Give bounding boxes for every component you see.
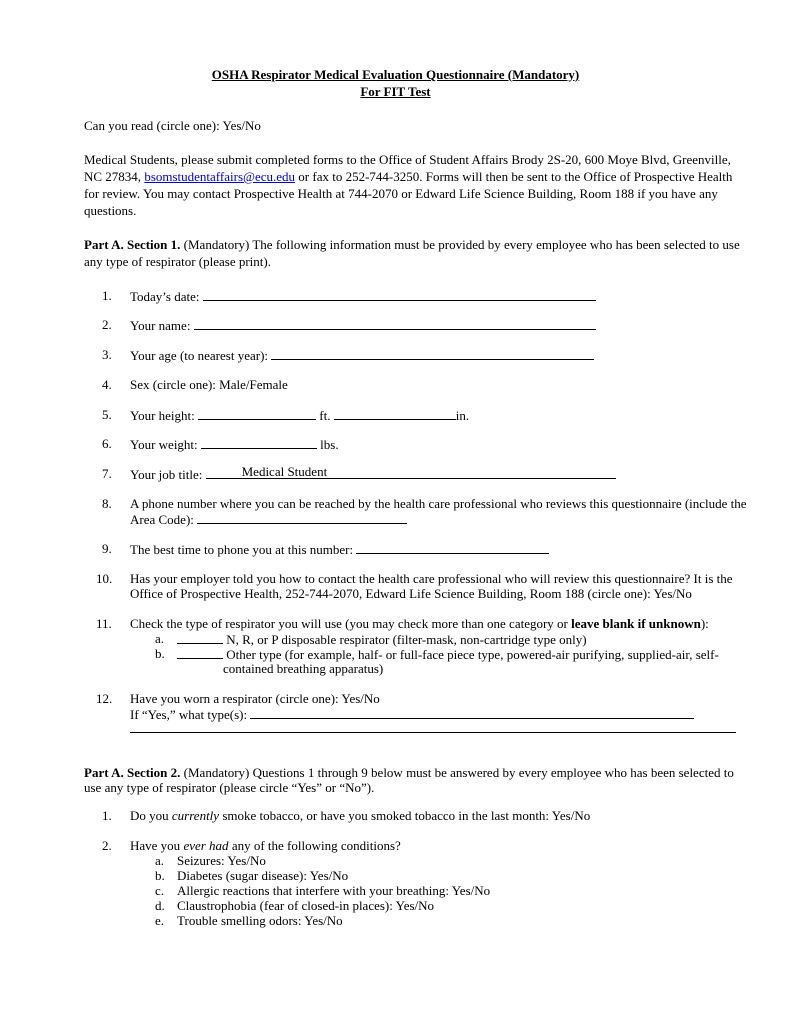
height-inches-unit: in. — [455, 408, 470, 423]
item-10-number: 10. — [96, 571, 113, 586]
item-contact-line-2: Office of Prospective Health, 252-744-2070, Edward Life Science Building, Room 188 (circle one): Yes/No — [130, 586, 692, 601]
other-respirator-check-field[interactable] — [177, 646, 223, 659]
instructions-line-2-post: or fax to 252-744-3250. Forms will then be sent to the Office of Prospective Health — [295, 169, 733, 184]
section1-intro-line-2: any type of respirator (please print). — [84, 254, 271, 269]
s2-q2c-letter: c. — [155, 883, 165, 898]
item-respirator-type — [130, 616, 709, 631]
section1-intro-text: (Mandatory) The following information must be provided by every employee who has been selected to use — [180, 237, 740, 252]
item-respirator-type-bold: leave blank if unknown — [571, 616, 701, 631]
item-phone-line-1: A phone number where you can be reached by the health care professional who reviews this questionnaire (include the — [130, 496, 747, 511]
s2-q2-em: ever had — [183, 838, 229, 853]
your-age-field[interactable] — [271, 347, 594, 360]
item-your-age-label: Your age (to nearest year): — [130, 348, 272, 363]
item-11-number: 11. — [96, 616, 112, 631]
document-subtitle: For FIT Test — [360, 84, 431, 99]
section2-intro-text: (Mandatory) Questions 1 through 9 below must be answered by every employee who has been selected to — [180, 765, 734, 780]
job-title-field[interactable] — [206, 466, 616, 479]
item-11b-text-cont: contained breathing apparatus) — [223, 661, 384, 676]
section1-intro — [84, 237, 744, 269]
s2-q2a-letter: a. — [155, 853, 165, 868]
item-12-number: 12. — [96, 691, 113, 706]
item-11b-letter: b. — [155, 646, 165, 661]
s2-q1-pre: Do you — [130, 808, 172, 823]
instructions-line-2-pre: NC 27834, — [84, 169, 145, 184]
s2-q2-pre: Have you — [130, 838, 184, 853]
item-6-number: 6. — [102, 436, 112, 451]
item-weight — [130, 436, 339, 452]
s2-q2d-claustrophobia: Claustrophobia (fear of closed-in places): Yes/No — [177, 898, 435, 913]
respirator-types-extra-line[interactable] — [130, 732, 736, 733]
height-feet-unit: ft. — [316, 408, 334, 423]
height-inches-field[interactable] — [334, 407, 456, 420]
item-phone-line-2 — [130, 511, 750, 527]
item-todays-date-label: Today’s date: — [130, 289, 203, 304]
item-best-time-label: The best time to phone you at this number: — [130, 542, 357, 557]
item-7-number: 7. — [102, 466, 112, 481]
s2-q1-number: 1. — [102, 808, 112, 823]
item-3-number: 3. — [102, 347, 112, 362]
item-height-label: Your height: — [130, 408, 199, 423]
disposable-respirator-check-field[interactable] — [177, 631, 223, 644]
s2-q2-post: any of the following conditions? — [228, 838, 401, 853]
s2-q2b-diabetes: Diabetes (sugar disease): Yes/No — [177, 868, 349, 883]
item-2-number: 2. — [102, 317, 112, 332]
item-phone-number — [130, 496, 750, 527]
section1-heading: Part A. Section 1. — [84, 237, 181, 252]
s2-q2a-seizures: Seizures: Yes/No — [177, 853, 266, 868]
instructions-line-4: questions. — [84, 203, 137, 218]
item-todays-date — [130, 288, 596, 304]
section1-intro-line-1 — [84, 237, 744, 254]
best-time-field[interactable] — [356, 541, 549, 554]
section2-intro-line-2: use any type of respirator (please circle “Yes” or “No”). — [84, 780, 375, 795]
weight-unit: lbs. — [316, 437, 339, 452]
instructions-line-3: for review. You may contact Prospective Health at 744-2070 or Edward Life Science Building, Room 188 if you have any — [84, 186, 718, 201]
item-9-number: 9. — [102, 541, 112, 556]
item-11a-option — [177, 631, 587, 647]
s2-q1-em: currently — [171, 808, 220, 823]
item-11a-text: N, R, or P disposable respirator (filter-mask, non-cartridge type only) — [223, 632, 587, 647]
instructions-paragraph — [84, 152, 744, 220]
s2-q1-smoke-tobacco — [130, 808, 590, 823]
item-job-title — [130, 466, 616, 482]
phone-number-field[interactable] — [197, 511, 407, 524]
item-phone-area-code-label: Area Code): — [130, 512, 198, 527]
student-affairs-email-link[interactable]: bsomstudentaffairs@ecu.edu — [144, 169, 296, 184]
item-11b-option — [177, 646, 719, 662]
item-your-name-label: Your name: — [130, 318, 194, 333]
item-5-number: 5. — [102, 407, 112, 422]
document-title: OSHA Respirator Medical Evaluation Questionnaire (Mandatory) — [211, 67, 580, 82]
instructions-line-2 — [84, 169, 744, 186]
item-best-time — [130, 541, 549, 557]
s2-q2b-letter: b. — [155, 868, 165, 883]
s2-q1-post: smoke tobacco, or have you smoked tobacco in the last month: Yes/No — [219, 808, 591, 823]
item-respirator-types-label: If “Yes,” what type(s): — [130, 707, 251, 722]
s2-q2-conditions — [130, 838, 401, 853]
item-respirator-type-post: ): — [700, 616, 709, 631]
item-8-number: 8. — [102, 496, 112, 511]
item-weight-label: Your weight: — [130, 437, 201, 452]
your-name-field[interactable] — [194, 317, 596, 330]
respirator-types-field[interactable] — [250, 706, 694, 719]
todays-date-field[interactable] — [203, 288, 596, 301]
item-contact-professional — [130, 571, 750, 601]
s2-q2c-allergic: Allergic reactions that interfere with your breathing: Yes/No — [177, 883, 491, 898]
item-respirator-type-pre: Check the type of respirator you will use (you may check more than one category or — [130, 616, 572, 631]
instructions-line-1: Medical Students, please submit completed forms to the Office of Student Affairs Brody 2S-20, 600 Moye Blvd, Greenville, — [84, 152, 731, 167]
item-4-number: 4. — [102, 377, 112, 392]
section2-intro — [84, 765, 744, 795]
job-title-value: Medical Student — [241, 464, 328, 479]
item-respirator-types — [130, 706, 694, 722]
section2-intro-line-1 — [84, 765, 744, 780]
item-height — [130, 407, 469, 423]
section2-heading: Part A. Section 2. — [84, 765, 181, 780]
item-sex: Sex (circle one): Male/Female — [130, 377, 288, 392]
item-worn-respirator: Have you worn a respirator (circle one): Yes/No — [130, 691, 380, 706]
s2-q2e-letter: e. — [155, 913, 165, 928]
s2-q2d-letter: d. — [155, 898, 165, 913]
height-feet-field[interactable] — [198, 407, 316, 420]
item-11b-text: Other type (for example, half- or full-face piece type, powered-air purifying, supplied-air, self- — [223, 647, 719, 662]
item-your-age — [130, 347, 594, 363]
item-contact-line-1: Has your employer told you how to contact the health care professional who will review this questionnaire? It is the — [130, 571, 733, 586]
s2-q2-number: 2. — [102, 838, 112, 853]
weight-field[interactable] — [201, 436, 317, 449]
item-your-name — [130, 317, 596, 333]
item-1-number: 1. — [102, 288, 112, 303]
s2-q2e-smelling: Trouble smelling odors: Yes/No — [177, 913, 343, 928]
item-job-title-label: Your job title: — [130, 467, 206, 482]
can-read-question: Can you read (circle one): Yes/No — [84, 118, 261, 133]
item-11a-letter: a. — [155, 631, 165, 646]
